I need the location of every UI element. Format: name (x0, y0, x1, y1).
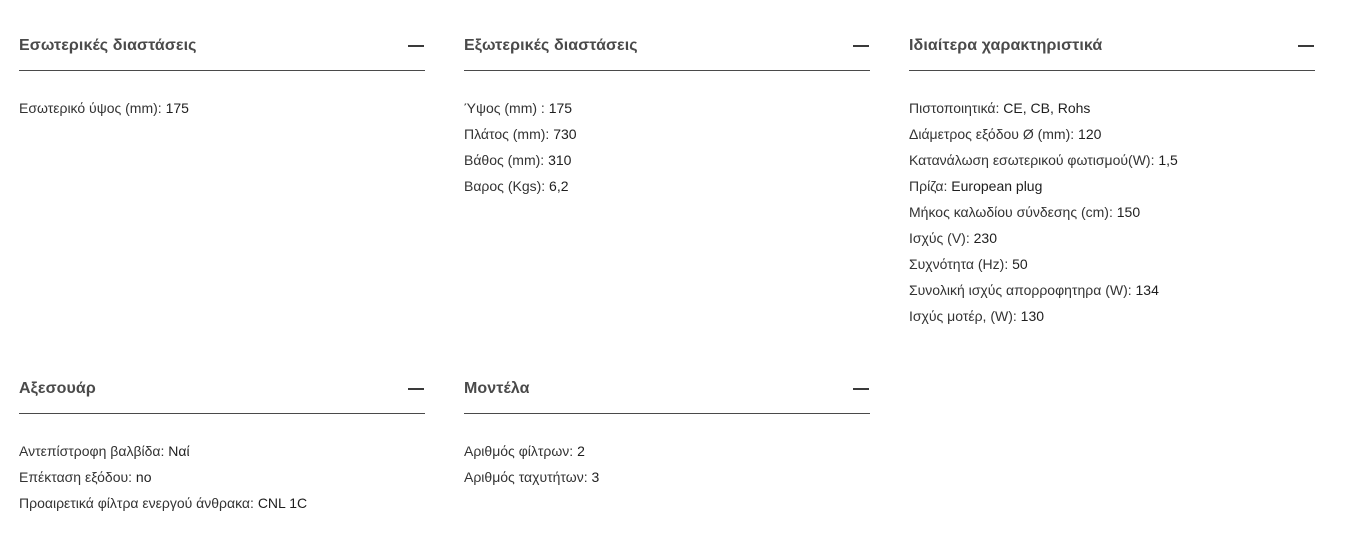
spec-label: Συνολική ισχύς απορροφητηρα (W): (909, 282, 1132, 298)
section-title: Αξεσουάρ (19, 380, 96, 397)
spec-value: 730 (553, 126, 577, 142)
section-header[interactable] (464, 33, 870, 71)
spec-label: Διάμετρος εξόδου Ø (mm): (909, 126, 1075, 142)
section-header[interactable] (19, 33, 425, 71)
spec-row (909, 95, 1315, 121)
section-header[interactable] (464, 376, 870, 414)
spec-list (19, 438, 425, 516)
section-header[interactable] (909, 33, 1315, 71)
section-internal-dimensions (19, 33, 425, 121)
spec-row (909, 173, 1315, 199)
spec-value: 175 (548, 100, 573, 116)
spec-label: Αντεπίστροφη βαλβίδα: (19, 443, 165, 459)
collapse-minus-icon[interactable] (1298, 40, 1314, 52)
spec-value: 1,5 (1158, 152, 1178, 168)
collapse-minus-icon[interactable] (853, 383, 869, 395)
spec-row (909, 277, 1315, 303)
spec-row (19, 490, 425, 516)
section-models (464, 376, 870, 490)
spec-row (464, 464, 870, 490)
spec-row (464, 438, 870, 464)
section-title: Εσωτερικές διαστάσεις (19, 37, 197, 54)
section-title: Μοντέλα (464, 380, 530, 397)
collapse-minus-icon[interactable] (408, 40, 424, 52)
spec-label: Επέκταση εξόδου: (19, 469, 133, 485)
spec-value: 310 (548, 152, 572, 168)
spec-value: 150 (1116, 204, 1141, 220)
spec-label: Εσωτερικό ύψος (mm): (19, 100, 162, 116)
section-external-dimensions (464, 33, 870, 199)
spec-label: Κατανάλωση εσωτερικού φωτισμού(W): (909, 152, 1155, 168)
spec-label: Ύψος (mm) : (464, 100, 545, 116)
spec-value: 175 (165, 100, 189, 116)
spec-value: 2 (577, 443, 585, 459)
spec-label: Αριθμός ταχυτήτων: (464, 469, 588, 485)
spec-value: European plug (951, 178, 1043, 194)
spec-row (909, 251, 1315, 277)
spec-row (19, 464, 425, 490)
spec-label: Συχνότητα (Hz): (909, 256, 1009, 272)
section-special-features (909, 33, 1315, 329)
spec-value: Ναί (168, 443, 190, 459)
spec-row (464, 173, 870, 199)
spec-value: 50 (1012, 256, 1028, 272)
spec-label: Ισχύς (V): (909, 230, 970, 246)
spec-list (464, 95, 870, 199)
spec-list (464, 438, 870, 490)
spec-row (464, 121, 870, 147)
spec-value: CE, CB, Rohs (1003, 100, 1091, 116)
spec-label: Προαιρετικά φίλτρα ενεργού άνθρακα: (19, 495, 254, 511)
spec-list (909, 95, 1315, 329)
spec-label: Βάθος (mm): (464, 152, 545, 168)
section-title: Εξωτερικές διαστάσεις (464, 37, 638, 54)
spec-value: no (135, 469, 152, 485)
spec-value: CNL 1C (257, 495, 308, 511)
spec-row (19, 438, 425, 464)
spec-list (19, 95, 425, 121)
collapse-minus-icon[interactable] (853, 40, 869, 52)
section-accessories (19, 376, 425, 516)
spec-value: 6,2 (549, 178, 569, 194)
spec-label: Πιστοποιητικά: (909, 100, 1000, 116)
spec-label: Μήκος καλωδίου σύνδεσης (cm): (909, 204, 1113, 220)
spec-label: Πλάτος (mm): (464, 126, 550, 142)
spec-row (909, 225, 1315, 251)
spec-label: Βαρος (Kgs): (464, 178, 546, 194)
spec-value: 3 (591, 469, 600, 485)
spec-row (909, 303, 1315, 329)
spec-row (909, 147, 1315, 173)
collapse-minus-icon[interactable] (408, 383, 424, 395)
spec-label: Ισχύς μοτέρ, (W): (909, 308, 1017, 324)
spec-label: Αριθμός φίλτρων: (464, 443, 574, 459)
spec-row (909, 199, 1315, 225)
spec-value: 134 (1135, 282, 1159, 298)
spec-value: 120 (1078, 126, 1102, 142)
spec-row (909, 121, 1315, 147)
spec-row (464, 147, 870, 173)
spec-value: 130 (1020, 308, 1045, 324)
spec-label: Πρίζα: (909, 178, 948, 194)
section-header[interactable] (19, 376, 425, 414)
spec-value: 230 (973, 230, 997, 246)
spec-row (19, 95, 425, 121)
spec-row (464, 95, 870, 121)
section-title: Ιδιαίτερα χαρακτηριστικά (909, 37, 1103, 54)
